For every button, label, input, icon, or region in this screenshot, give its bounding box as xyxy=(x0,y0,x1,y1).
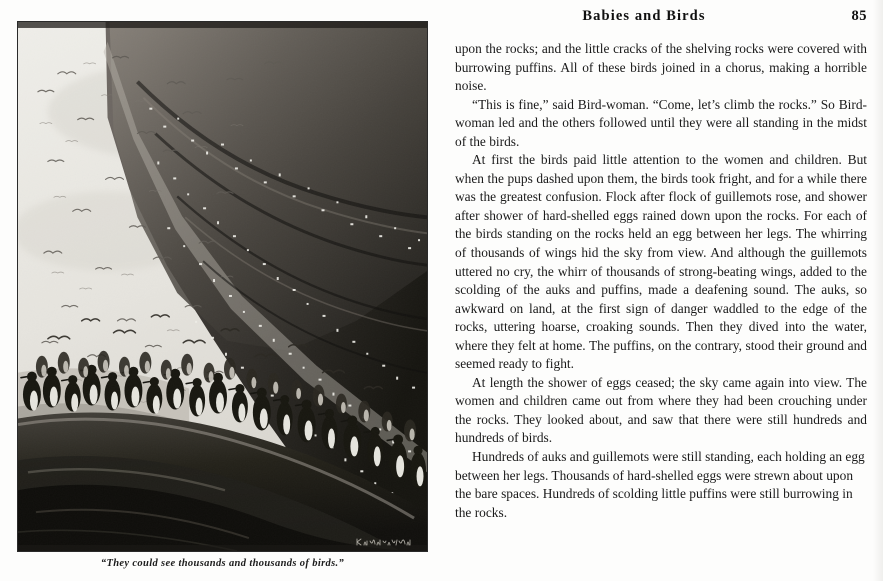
paragraph: At first the birds paid little attention to the women and children. But when the pups dashed upon them, the birds took fright, and for a while there was the greatest confusion. Flock after flock of guillemots rose, and shower after shower of hard-shelled eggs rained down upon the rocks. For each of the birds standing on the rocks held an egg between her legs. The whirring of thousands of wings hid the sky from view. And although the guillemots uttered no cry, the whirr of thousands of strong-beating wings, added to the scolding of the auks and puffins, made a deafening sound. The auks, so awkward on land, at the first sign of danger waddled to the edge of the rocks, uttering hoarse, croaking sounds. Then they dived into the water, where they felt at home. The puffins, on the contrary, stood their ground and seemed ready to fight. xyxy=(455,152,867,372)
scan-edge-shading xyxy=(873,0,883,581)
page-number: 85 xyxy=(851,8,867,24)
paragraph: “This is fine,” said Bird-woman. “Come, let’s climb the rocks.” So Bird-woman led and the others followed until they were all standing in the midst of the birds. xyxy=(455,96,867,149)
illustration-caption: “They could see thousands and thousands of birds.” xyxy=(100,558,345,569)
illustration-plate xyxy=(17,21,428,552)
paragraph: At length the shower of eggs ceased; the sky came again into view. The women and children came out from where they had been crouching under the rocks. They looked about, and saw that there were still hundreds and hundreds of birds. xyxy=(455,374,867,446)
paragraph: upon the rocks; and the little cracks of the shelving rocks were covered with burrowing puffins. All of these birds joined in a chorus, making a horrible noise. xyxy=(455,41,867,94)
paragraph: Hundreds of auks and guillemots were still standing, each holding an egg between her legs. Thousands of hard-shelled eggs were strewn about upon the bare spaces. Hundreds of scolding little puffins were still burrowing in the rocks. xyxy=(455,449,865,520)
running-head-title: Babies and Birds xyxy=(582,8,706,24)
artist-signature-icon xyxy=(355,537,413,547)
body-text xyxy=(455,40,867,522)
text-column xyxy=(455,8,867,522)
running-head xyxy=(455,8,867,34)
illustration-artwork xyxy=(18,22,427,551)
